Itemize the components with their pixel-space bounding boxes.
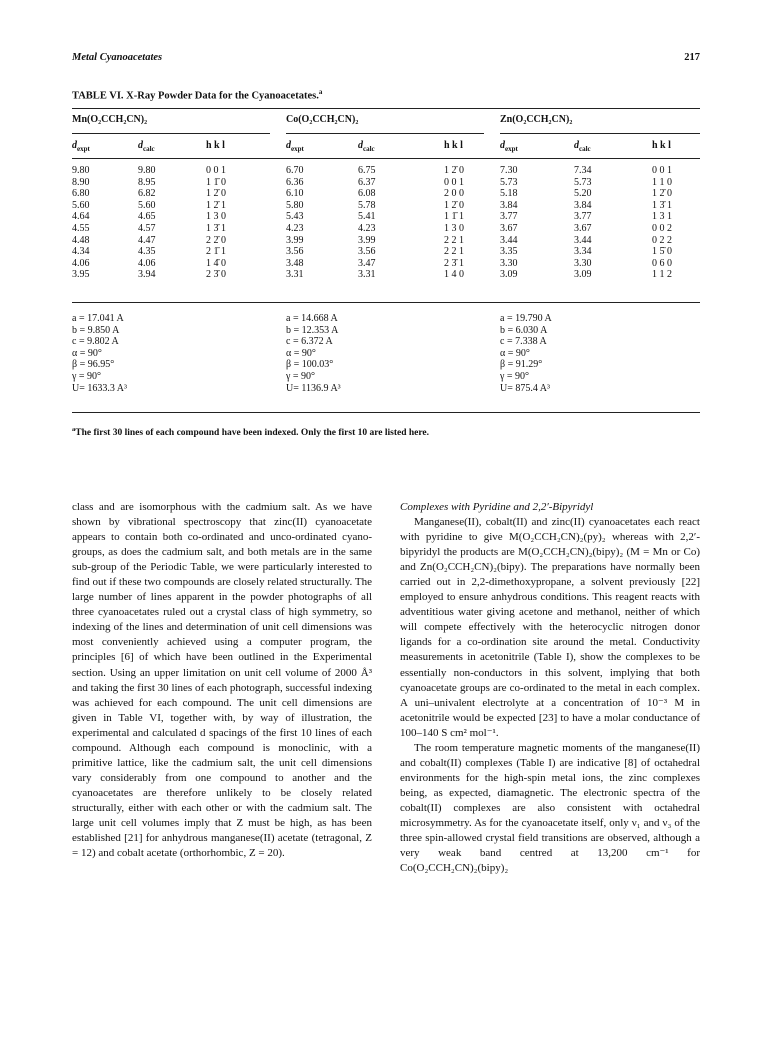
- d-expt-cell: 3.09: [500, 269, 518, 281]
- d-calc-cell: 3.84: [574, 199, 592, 211]
- table-row: [72, 200, 700, 212]
- hkl-cell: 2 3̄ 0: [206, 269, 226, 281]
- d-calc-cell: 3.77: [574, 211, 592, 223]
- d-expt-cell: 3.99: [286, 234, 304, 246]
- footnote-marker: a: [72, 426, 76, 433]
- d-calc-cell: 5.41: [358, 211, 376, 223]
- table-row: [72, 188, 700, 200]
- table-footnote: [72, 426, 429, 438]
- header-bottom-rule: [72, 158, 700, 159]
- d-calc-cell: 6.82: [138, 188, 156, 200]
- body-paragraph: Manganese(II), cobalt(II) and zinc(II) cyanoacetates each react with pyridine to give M(O₂CCH₂CN)₂(py)₂ whereas with 2,2′-bipyridyl the products are M(O₂CCH₂CN)₂(bipy)₂ (M = Mn or Co) and Zn(O₂CCH₂CN)₂(bipy). The preparations have normally been carried out in 2,2-dimethoxypropane, a solvent previously [22] employed to ensure anhydrous conditions. This reagent reacts with adventitious water giving acetone and methanol, neither of which will compete effectively with the heterocyclic nitrogen donor ligands for a co-ordination site around the metal. Conductivity measurements in acetonitrile (Table I), show the complexes to be essentially non-conductors in this solvent, implying that both cyanoacetate groups are co-ordinated to the metal in each complex. A uni–univalent electrolyte at a concentration of 10⁻³ M in acetonitrile would be expected [23] to have a molar conductance of 100–140 S cm² mol⁻¹.: [400, 516, 700, 739]
- d-expt-cell: 6.80: [72, 188, 90, 200]
- col-head-dcalc: $d_{calc}$: [138, 140, 155, 153]
- table-title-marker: a: [318, 88, 323, 96]
- d-expt-cell: 3.67: [500, 222, 518, 234]
- d-expt-cell: 3.84: [500, 199, 518, 211]
- d-expt-cell: 6.70: [286, 165, 304, 176]
- cell-param: c = 6.372 A: [286, 336, 333, 348]
- d-calc-cell: 3.44: [574, 234, 592, 246]
- hkl-cell: 1 2̄ 0: [652, 188, 672, 200]
- d-expt-cell: 3.77: [500, 211, 518, 223]
- cell-param: b = 6.030 A: [500, 324, 548, 336]
- d-expt-cell: 4.48: [72, 234, 90, 246]
- col-head-dexpt: $d_{expt}$: [72, 140, 90, 153]
- table-row: [72, 235, 700, 247]
- d-calc-cell: 6.75: [358, 165, 376, 176]
- cell-param: U= 1633.3 A³: [72, 382, 128, 394]
- hkl-cell: 0 6 0: [652, 257, 672, 269]
- table-body: [72, 165, 700, 305]
- group-rule-mn: [72, 133, 270, 134]
- compound-header-row: [72, 114, 700, 130]
- table-row: [72, 246, 700, 258]
- d-calc-cell: 8.95: [138, 176, 156, 188]
- running-title: Metal Cyanoacetates: [72, 52, 163, 63]
- d-calc-cell: 5.78: [358, 199, 376, 211]
- hkl-cell: 0 0 1: [444, 176, 464, 188]
- footnote-text: The first 30 lines of each compound have been indexed. Only the first 10 are listed here.: [75, 428, 430, 439]
- hkl-cell: 1 1 0: [652, 176, 672, 188]
- table-title: [72, 88, 322, 102]
- compound-co: Co(O₂CCH₂CN)₂: [286, 114, 359, 125]
- d-calc-cell: 5.20: [574, 188, 592, 200]
- hkl-cell: 1 5̄ 0: [652, 246, 672, 258]
- hkl-cell: 1 3 0: [206, 211, 226, 223]
- column-header-row: [72, 140, 700, 156]
- cell-param: b = 9.850 A: [72, 324, 120, 336]
- hkl-cell: 2 3̄ 1: [444, 257, 464, 269]
- body-paragraph: The room temperature magnetic moments of the manganese(II) and cobalt(II) complexes (Table I) are indicative [8] of octahedral environments for the high-spin metal ions, the zinc complexes being, as expected, diamagnetic. The electronic spectra of the cobalt(II) complexes are also consistent with octahedral microsymmetry. As for the cyanoacetate itself, only ν₁ and ν₃ of the three spin-allowed crystal field transitions are observed, although a very weak band centred at 13,200 cm⁻¹ for Co(O₂CCH₂CN)₂(bipy)₂: [400, 741, 700, 875]
- cell-param: a = 14.668 A: [286, 313, 338, 324]
- table-bottom-rule: [72, 412, 700, 413]
- d-expt-cell: 4.55: [72, 222, 90, 234]
- table-top-rule: [72, 108, 700, 109]
- page-number: 217: [684, 52, 700, 63]
- d-expt-cell: 4.23: [286, 222, 304, 234]
- cell-param: β = 96.95°: [72, 359, 115, 371]
- d-calc-cell: 3.31: [358, 269, 376, 281]
- unit-cell-mn: [72, 313, 272, 394]
- col-head-dexpt: $d_{expt}$: [286, 140, 304, 153]
- hkl-cell: 2 1̄ 1: [206, 246, 226, 258]
- hkl-cell: 1 1 2: [652, 269, 672, 281]
- cell-param: b = 12.353 A: [286, 324, 339, 336]
- table-row: [72, 165, 700, 177]
- section-heading: Complexes with Pyridine and 2,2′-Bipyridyl: [400, 501, 594, 513]
- table-title-text: TABLE VI. X-Ray Powder Data for the Cyanoacetates.: [72, 90, 319, 102]
- d-calc-cell: 3.67: [574, 222, 592, 234]
- d-calc-cell: 3.30: [574, 257, 592, 269]
- right-text-column: [400, 500, 700, 876]
- table-row: [72, 223, 700, 235]
- d-expt-cell: 3.31: [286, 269, 304, 281]
- unit-cell-co: [286, 313, 486, 394]
- d-expt-cell: 3.56: [286, 246, 304, 258]
- hkl-cell: 1 1̄ 0: [206, 176, 226, 188]
- table-row: [72, 258, 700, 270]
- d-calc-cell: 3.99: [358, 234, 376, 246]
- d-expt-cell: 5.80: [286, 199, 304, 211]
- hkl-cell: 0 0 2: [652, 222, 672, 234]
- hkl-cell: 1 2̄ 0: [206, 188, 226, 200]
- hkl-cell: 1 3 1: [652, 211, 672, 223]
- cell-param: c = 7.338 A: [500, 336, 547, 348]
- d-expt-cell: 5.18: [500, 188, 518, 200]
- cell-param: β = 100.03°: [286, 359, 334, 371]
- cell-param: a = 17.041 A: [72, 313, 124, 324]
- cell-param: U= 875.4 A³: [500, 382, 551, 394]
- d-expt-cell: 4.34: [72, 246, 90, 258]
- col-head-dcalc: $d_{calc}$: [358, 140, 375, 153]
- hkl-cell: 0 2 2: [652, 234, 672, 246]
- d-expt-cell: 6.10: [286, 188, 304, 200]
- d-calc-cell: 3.09: [574, 269, 592, 281]
- unit-cell-zn: [500, 313, 700, 394]
- cell-param: γ = 90°: [72, 370, 102, 382]
- d-calc-cell: 6.37: [358, 176, 376, 188]
- hkl-cell: 1 2̄ 1: [206, 199, 226, 211]
- body-paragraph: class and are isomorphous with the cadmium salt. As we have shown by vibrational spectroscopy that zinc(II) cyanoacetate appears to contain both co-ordinated and unco-ordinated cyano-groups, as does the cadmium salt, and both metals are in the same sub-group of the Periodic Table, we were particularly interested to find out if these two compounds are closely related structurally. The large number of lines apparent in the powder photographs of all three cyanoacetates ruled out a crystal class of high symmetry, so indexing of the lines and determination of unit cell dimensions was most conveniently achieved using a computer program, the principles [6] of which have been outlined in the Experimental section. Using an upper limitation on unit cell volume of 2000 Å³ and taking the first 30 lines of each photograph, successful indexing was achieved for each compound. The unit cell dimensions are given in Table VI, together with, by way of illustration, the experimental and calculated d spacings of the first 10 lines of each compound. Although each compound is monoclinic, with a primitive lattice, like the cadmium salt, the unit cell dimensions vary considerably from one compound to another and the cyanoacetates are therefore unlikely to be closely related structurally, either with each other or with the cadmium salt. The large unit cell volumes imply that Z must be high, as has been established [21] for anhydrous manganese(II) acetate (tetragonal, Z = 12) and cobalt acetate (orthorhombic, Z = 20).: [72, 501, 372, 860]
- hkl-cell: 1 3̄ 1: [206, 222, 226, 234]
- hkl-cell: 2 0 0: [444, 188, 464, 200]
- hkl-cell: 1 3̄ 1: [652, 199, 672, 211]
- d-calc-cell: 4.47: [138, 234, 156, 246]
- cell-param: α = 90°: [500, 347, 530, 359]
- hkl-cell: 1 3 0: [444, 222, 464, 234]
- d-calc-cell: 3.47: [358, 257, 376, 269]
- d-calc-cell: 4.06: [138, 257, 156, 269]
- group-rule-zn: [500, 133, 700, 134]
- d-calc-cell: 9.80: [138, 165, 156, 176]
- d-calc-cell: 4.57: [138, 222, 156, 234]
- d-expt-cell: 3.30: [500, 257, 518, 269]
- d-calc-cell: 7.34: [574, 165, 592, 176]
- d-expt-cell: 8.90: [72, 176, 90, 188]
- d-calc-cell: 6.08: [358, 188, 376, 200]
- d-calc-cell: 3.34: [574, 246, 592, 258]
- cell-param: c = 9.802 A: [72, 336, 119, 348]
- hkl-cell: 1 2̄ 0: [444, 165, 464, 176]
- col-head-hkl: h k l: [652, 140, 671, 151]
- hkl-cell: 2 2 1: [444, 234, 464, 246]
- col-head-hkl: h k l: [444, 140, 463, 151]
- d-expt-cell: 5.73: [500, 176, 518, 188]
- group-rule-co: [286, 133, 484, 134]
- d-expt-cell: 3.95: [72, 269, 90, 281]
- d-calc-cell: 4.65: [138, 211, 156, 223]
- table-row: [72, 269, 700, 281]
- hkl-cell: 1 1̄ 1: [444, 211, 464, 223]
- cell-param: γ = 90°: [286, 370, 316, 382]
- hkl-cell: 0 0 1: [206, 165, 226, 176]
- col-head-hkl: h k l: [206, 140, 225, 151]
- hkl-cell: 2 2 1: [444, 246, 464, 258]
- d-expt-cell: 6.36: [286, 176, 304, 188]
- table-row: [72, 211, 700, 223]
- d-expt-cell: 3.44: [500, 234, 518, 246]
- d-expt-cell: 5.43: [286, 211, 304, 223]
- d-calc-cell: 4.23: [358, 222, 376, 234]
- unit-cell-block: [72, 313, 700, 411]
- cell-param: a = 19.790 A: [500, 313, 552, 324]
- hkl-cell: 1 4 0: [444, 269, 464, 281]
- d-calc-cell: 4.35: [138, 246, 156, 258]
- running-head: [72, 52, 700, 68]
- d-expt-cell: 7.30: [500, 165, 518, 176]
- hkl-cell: 1 4̄ 0: [206, 257, 226, 269]
- d-expt-cell: 4.64: [72, 211, 90, 223]
- d-calc-cell: 5.60: [138, 199, 156, 211]
- hkl-cell: 1 2̄ 0: [444, 199, 464, 211]
- col-head-dcalc: $d_{calc}$: [574, 140, 591, 153]
- cell-param: α = 90°: [286, 347, 316, 359]
- data-bottom-rule: [72, 302, 700, 303]
- hkl-cell: 2 2̄ 0: [206, 234, 226, 246]
- d-calc-cell: 3.94: [138, 269, 156, 281]
- d-calc-cell: 5.73: [574, 176, 592, 188]
- d-expt-cell: 5.60: [72, 199, 90, 211]
- cell-param: β = 91.29°: [500, 359, 543, 371]
- left-text-column: [72, 500, 372, 861]
- d-expt-cell: 3.35: [500, 246, 518, 258]
- compound-mn: Mn(O₂CCH₂CN)₂: [72, 114, 148, 125]
- cell-param: U= 1136.9 A³: [286, 382, 341, 394]
- col-head-dexpt: $d_{expt}$: [500, 140, 518, 153]
- cell-param: γ = 90°: [500, 370, 530, 382]
- d-expt-cell: 9.80: [72, 165, 90, 176]
- hkl-cell: 0 0 1: [652, 165, 672, 176]
- table-row: [72, 177, 700, 189]
- cell-param: α = 90°: [72, 347, 102, 359]
- d-calc-cell: 3.56: [358, 246, 376, 258]
- d-expt-cell: 3.48: [286, 257, 304, 269]
- compound-zn: Zn(O₂CCH₂CN)₂: [500, 114, 573, 125]
- d-expt-cell: 4.06: [72, 257, 90, 269]
